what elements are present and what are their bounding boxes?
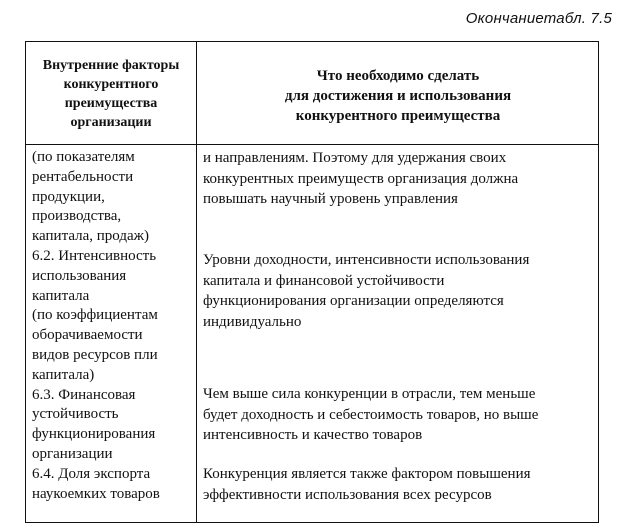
header-internal-factors — [28, 56, 194, 132]
factor-line: 6.4. Доля экспорта — [32, 465, 151, 482]
recommendation-line: Конкуренция является также фактором повышения — [203, 466, 531, 482]
header-line: конкурентного преимущества — [295, 108, 501, 124]
recommendation-line: эффективности использования всех ресурсов — [203, 486, 492, 503]
recommendation-line: конкурентных преимуществ организация должна — [203, 170, 519, 187]
factor-line: рентабельности — [32, 168, 134, 185]
recommendation-paragraph — [203, 250, 595, 332]
recommendation-line: капитала и финансовой устойчивости — [203, 272, 445, 289]
header-line: организации — [70, 115, 152, 130]
recommendation-line: будет доходность и себестоимость товаров, но выше — [203, 406, 539, 423]
factor-line: видов ресурсов пли — [32, 346, 158, 363]
header-line: Что необходимо сделать — [316, 68, 480, 84]
factor-line: капитала) — [32, 366, 95, 383]
factor-line: продукции, — [32, 188, 105, 205]
recommendation-line: Уровни доходности, интенсивности использования — [203, 252, 530, 268]
recommendation-line: интенсивность и качество товаров — [203, 427, 423, 443]
factor-line: 6.3. Финансовая — [32, 386, 136, 403]
column-divider — [196, 42, 197, 522]
header-what-to-do — [198, 66, 598, 126]
recommendation-paragraph — [203, 384, 595, 446]
factor-line: (по показателям — [32, 149, 135, 165]
factor-line: капитала — [32, 287, 90, 304]
factor-line: функционирования — [32, 426, 156, 443]
recommendation-line: повышать научный уровень управления — [203, 191, 458, 207]
recommendation-line: индивидуально — [203, 313, 302, 330]
table-caption: Окончаниетабл. 7.5 — [465, 10, 612, 27]
factor-line: 6.2. Интенсивность — [32, 247, 157, 264]
header-line: конкурентного — [63, 77, 159, 92]
recommendation-line: функционирования организации определяются — [203, 293, 504, 309]
header-line: для достижения и использования — [284, 88, 512, 104]
factor-line: использования — [32, 267, 127, 284]
factor-line: производства, — [32, 208, 122, 225]
recommendation-line: и направлениям. Поэтому для удержания своих — [203, 150, 507, 166]
recommendation-line: Чем выше сила конкуренции в отрасли, тем меньше — [203, 386, 536, 402]
factor-line: капитала, продаж) — [32, 228, 149, 245]
factor-line: оборачиваемости — [32, 327, 143, 344]
factor-line: наукоемких товаров — [32, 485, 160, 502]
factors-column — [32, 148, 194, 504]
factor-line: устойчивость — [32, 406, 119, 423]
header-line: Внутренние факторы — [42, 58, 180, 73]
recommendation-paragraph — [203, 148, 595, 210]
header-line: преимущества — [64, 96, 158, 111]
factors-table — [25, 41, 599, 523]
factor-line: организации — [32, 445, 113, 462]
header-divider — [26, 144, 598, 145]
factor-line: (по коэффициентам — [32, 307, 158, 324]
recommendation-paragraph — [203, 464, 595, 505]
